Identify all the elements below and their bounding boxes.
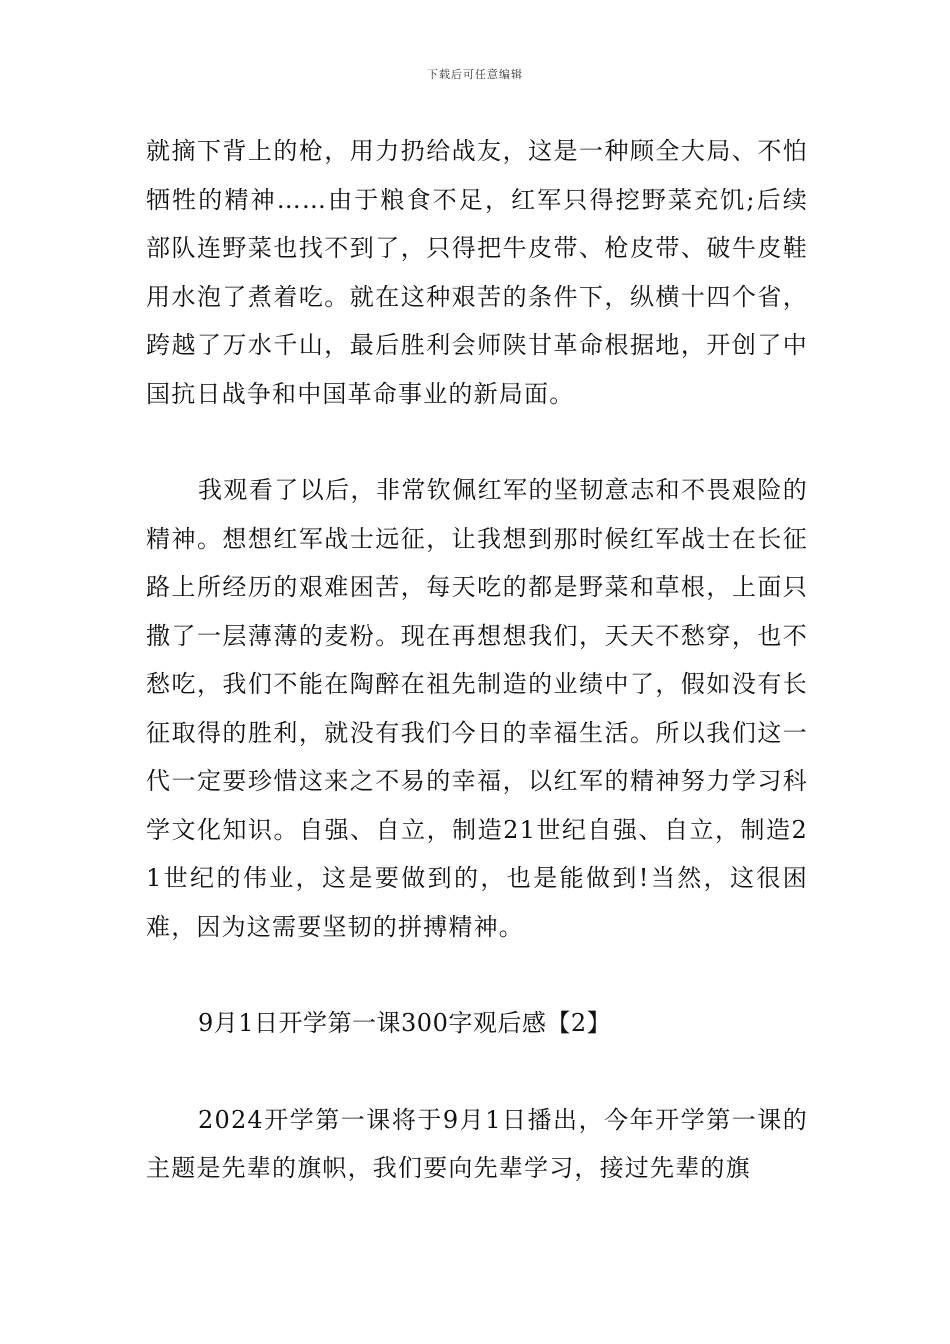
paragraph-gap — [146, 1048, 808, 1096]
paragraph-2: 我观看了以后，非常钦佩红军的坚韧意志和不畏艰险的精神。想想红军战士远征，让我想到那时候红军战士在长征路上所经历的艰难困苦，每天吃的都是野菜和草根，上面只撒了一层薄薄的麦粉。现在再想想我们，天天不愁穿，也不愁吃，我们不能在陶醉在祖先制造的业绩中了，假如没有长征取得的胜利，就没有我们今日的幸福生活。所以我们这一代一定要珍惜这来之不易的幸福，以红军的精神努力学习科学文化知识。自强、自立，制造21世纪自强、自立，制造21世纪的伟业，这是要做到的，也是能做到!当然，这很困难，因为这需要坚韧的拼搏精神。 — [146, 476, 808, 941]
paragraph-1: 就摘下背上的枪，用力扔给战友，这是一种顾全大局、不怕牺牲的精神……由于粮食不足，红军只得挖野菜充饥;后续部队连野菜也找不到了，只得把牛皮带、枪皮带、破牛皮鞋用水泡了煮着吃。就在这种艰苦的条件下，纵横十四个省，跨越了万水千山，最后胜利会师陕甘革命根据地，开创了中国抗日战争和中国革命事业的新局面。 — [146, 137, 808, 408]
paragraph-gap — [146, 418, 808, 466]
paragraph-3: 2024开学第一课将于9月1日播出，今年开学第一课的主题是先辈的旗帜，我们要向先辈学习，接过先辈的旗 — [146, 1105, 808, 1182]
document-body — [146, 127, 808, 1193]
page-header-note: 下载后可任意编辑 — [427, 68, 523, 81]
paragraph-gap — [146, 951, 808, 999]
section-heading: 9月1日开学第一课300字观后感【2】 — [198, 1009, 612, 1037]
